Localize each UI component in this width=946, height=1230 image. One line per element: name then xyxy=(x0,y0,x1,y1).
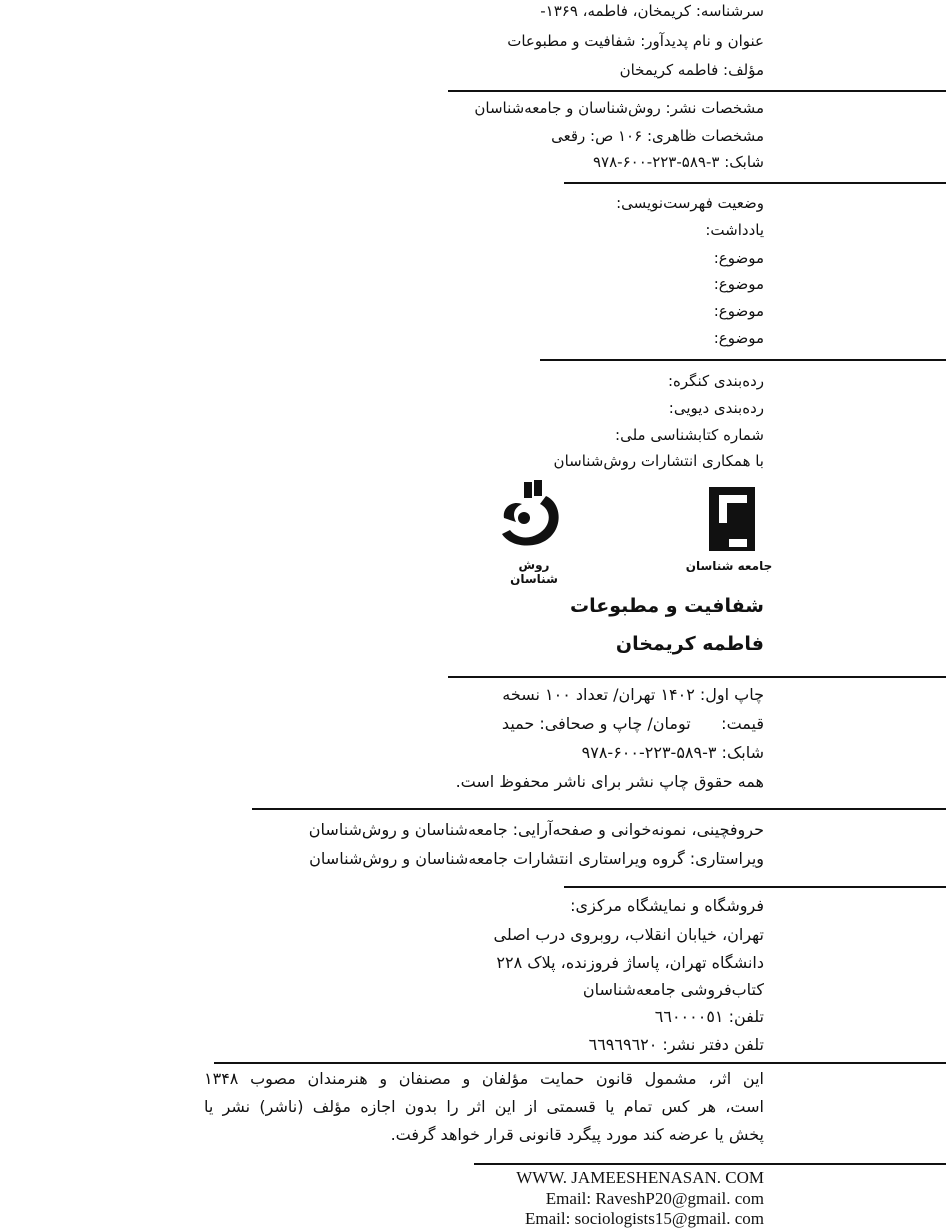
credits-editing: ویراستاری: گروه ویراستاری انتشارات جامعه‌شناسان و روش‌شناسان xyxy=(309,849,764,868)
legal-line: این اثر، مشمول قانون حمایت مؤلفان و مصنفان و هنرمندان مصوب ۱۳۴۸ xyxy=(204,1069,764,1088)
divider xyxy=(564,886,946,888)
store-heading: فروشگاه و نمایشگاه مرکزی: xyxy=(570,896,764,915)
cip-author-line: مؤلف: فاطمه کریمخان xyxy=(619,61,764,79)
cip-subject: موضوع: xyxy=(713,302,764,320)
cip-dewey-class: رده‌بندی دیویی: xyxy=(668,399,764,417)
divider xyxy=(564,182,946,184)
divider xyxy=(214,1062,946,1064)
store-address-line: تهران، خیابان انقلاب، روبروی درب اصلی xyxy=(493,925,764,944)
print-isbn: شابک: ۳-۵۸۹-۲۲۳-۶۰۰-۹۷۸ xyxy=(581,743,764,762)
contact-website: WWW. JAMEESHENASAN. COM xyxy=(516,1168,764,1187)
credits-typesetting: حروفچینی، نمونه‌خوانی و صفحه‌آرایی: جامعه‌شناسان و روش‌شناسان xyxy=(308,820,764,839)
divider xyxy=(252,808,946,810)
jameeshenasan-logo xyxy=(683,483,775,573)
cip-subject: موضوع: xyxy=(713,249,764,267)
print-edition: چاپ اول: ۱۴۰۲ تهران/ تعداد ۱۰۰ نسخه xyxy=(502,685,764,704)
raveshshenasan-logo-caption: روش شناسان xyxy=(510,558,558,586)
cip-subject: موضوع: xyxy=(713,329,764,347)
cip-publisher-line: مشخصات نشر: روش‌شناسان و جامعه‌شناسان xyxy=(474,99,764,117)
raveshshenasan-logo xyxy=(494,478,574,586)
legal-line: است، هر کس تمام یا قسمتی از این اثر را بدون اجازه مؤلف (ناشر) نشر یا xyxy=(204,1097,764,1116)
jameeshenasan-logo-caption: جامعه شناسان xyxy=(685,559,773,573)
cip-note: یادداشت: xyxy=(705,221,764,239)
print-price: قیمت: تومان/ چاپ و صحافی: حمید xyxy=(501,714,764,733)
cip-collaboration: با همکاری انتشارات روش‌شناسان xyxy=(553,452,764,470)
contact-email: Email: sociologists15@gmail. com xyxy=(525,1209,764,1228)
store-phone: تلفن: ٦٦٠٠٠٠٥١ xyxy=(654,1007,764,1026)
cip-subject: موضوع: xyxy=(713,275,764,293)
divider xyxy=(540,359,946,361)
store-shop-name: کتاب‌فروشی جامعه‌شناسان xyxy=(582,980,764,999)
store-address-line: دانشگاه تهران، پاساژ فروزنده، پلاک ۲۲۸ xyxy=(496,953,764,972)
cip-physical-line: مشخصات ظاهری: ۱۰۶ ص: رقعی xyxy=(551,127,764,145)
legal-line: پخش یا عرضه کند مورد پیگرد قانونی قرار خواهد گرفت. xyxy=(390,1125,764,1144)
cip-catalog-status: وضعیت فهرست‌نویسی: xyxy=(616,194,764,212)
print-rights: همه حقوق چاپ نشر برای ناشر محفوظ است. xyxy=(455,772,764,791)
raveshshenasan-logo-icon xyxy=(494,478,574,562)
jameeshenasan-logo-icon xyxy=(683,483,775,555)
store-office-phone: تلفن دفتر نشر: ٦٦٩٦٩٦٢٠ xyxy=(588,1035,764,1054)
cip-isbn-line: شابک: ۳-۵۸۹-۲۲۳-۶۰۰-۹۷۸ xyxy=(593,153,764,171)
divider xyxy=(474,1163,946,1165)
cip-title-line: عنوان و نام پدیدآور: شفافیت و مطبوعات xyxy=(507,32,764,50)
book-title: شفافیت و مطبوعات xyxy=(570,595,764,617)
contact-email: Email: RaveshP20@gmail. com xyxy=(545,1189,764,1208)
cip-lc-class: رده‌بندی کنگره: xyxy=(667,372,764,390)
cip-national-number: شماره کتابشناسی ملی: xyxy=(615,426,764,444)
book-author: فاطمه کریمخان xyxy=(615,633,764,655)
cip-header: سرشناسه: کریمخان، فاطمه، ۱۳۶۹- xyxy=(540,2,764,20)
divider xyxy=(448,90,946,92)
divider xyxy=(448,676,946,678)
